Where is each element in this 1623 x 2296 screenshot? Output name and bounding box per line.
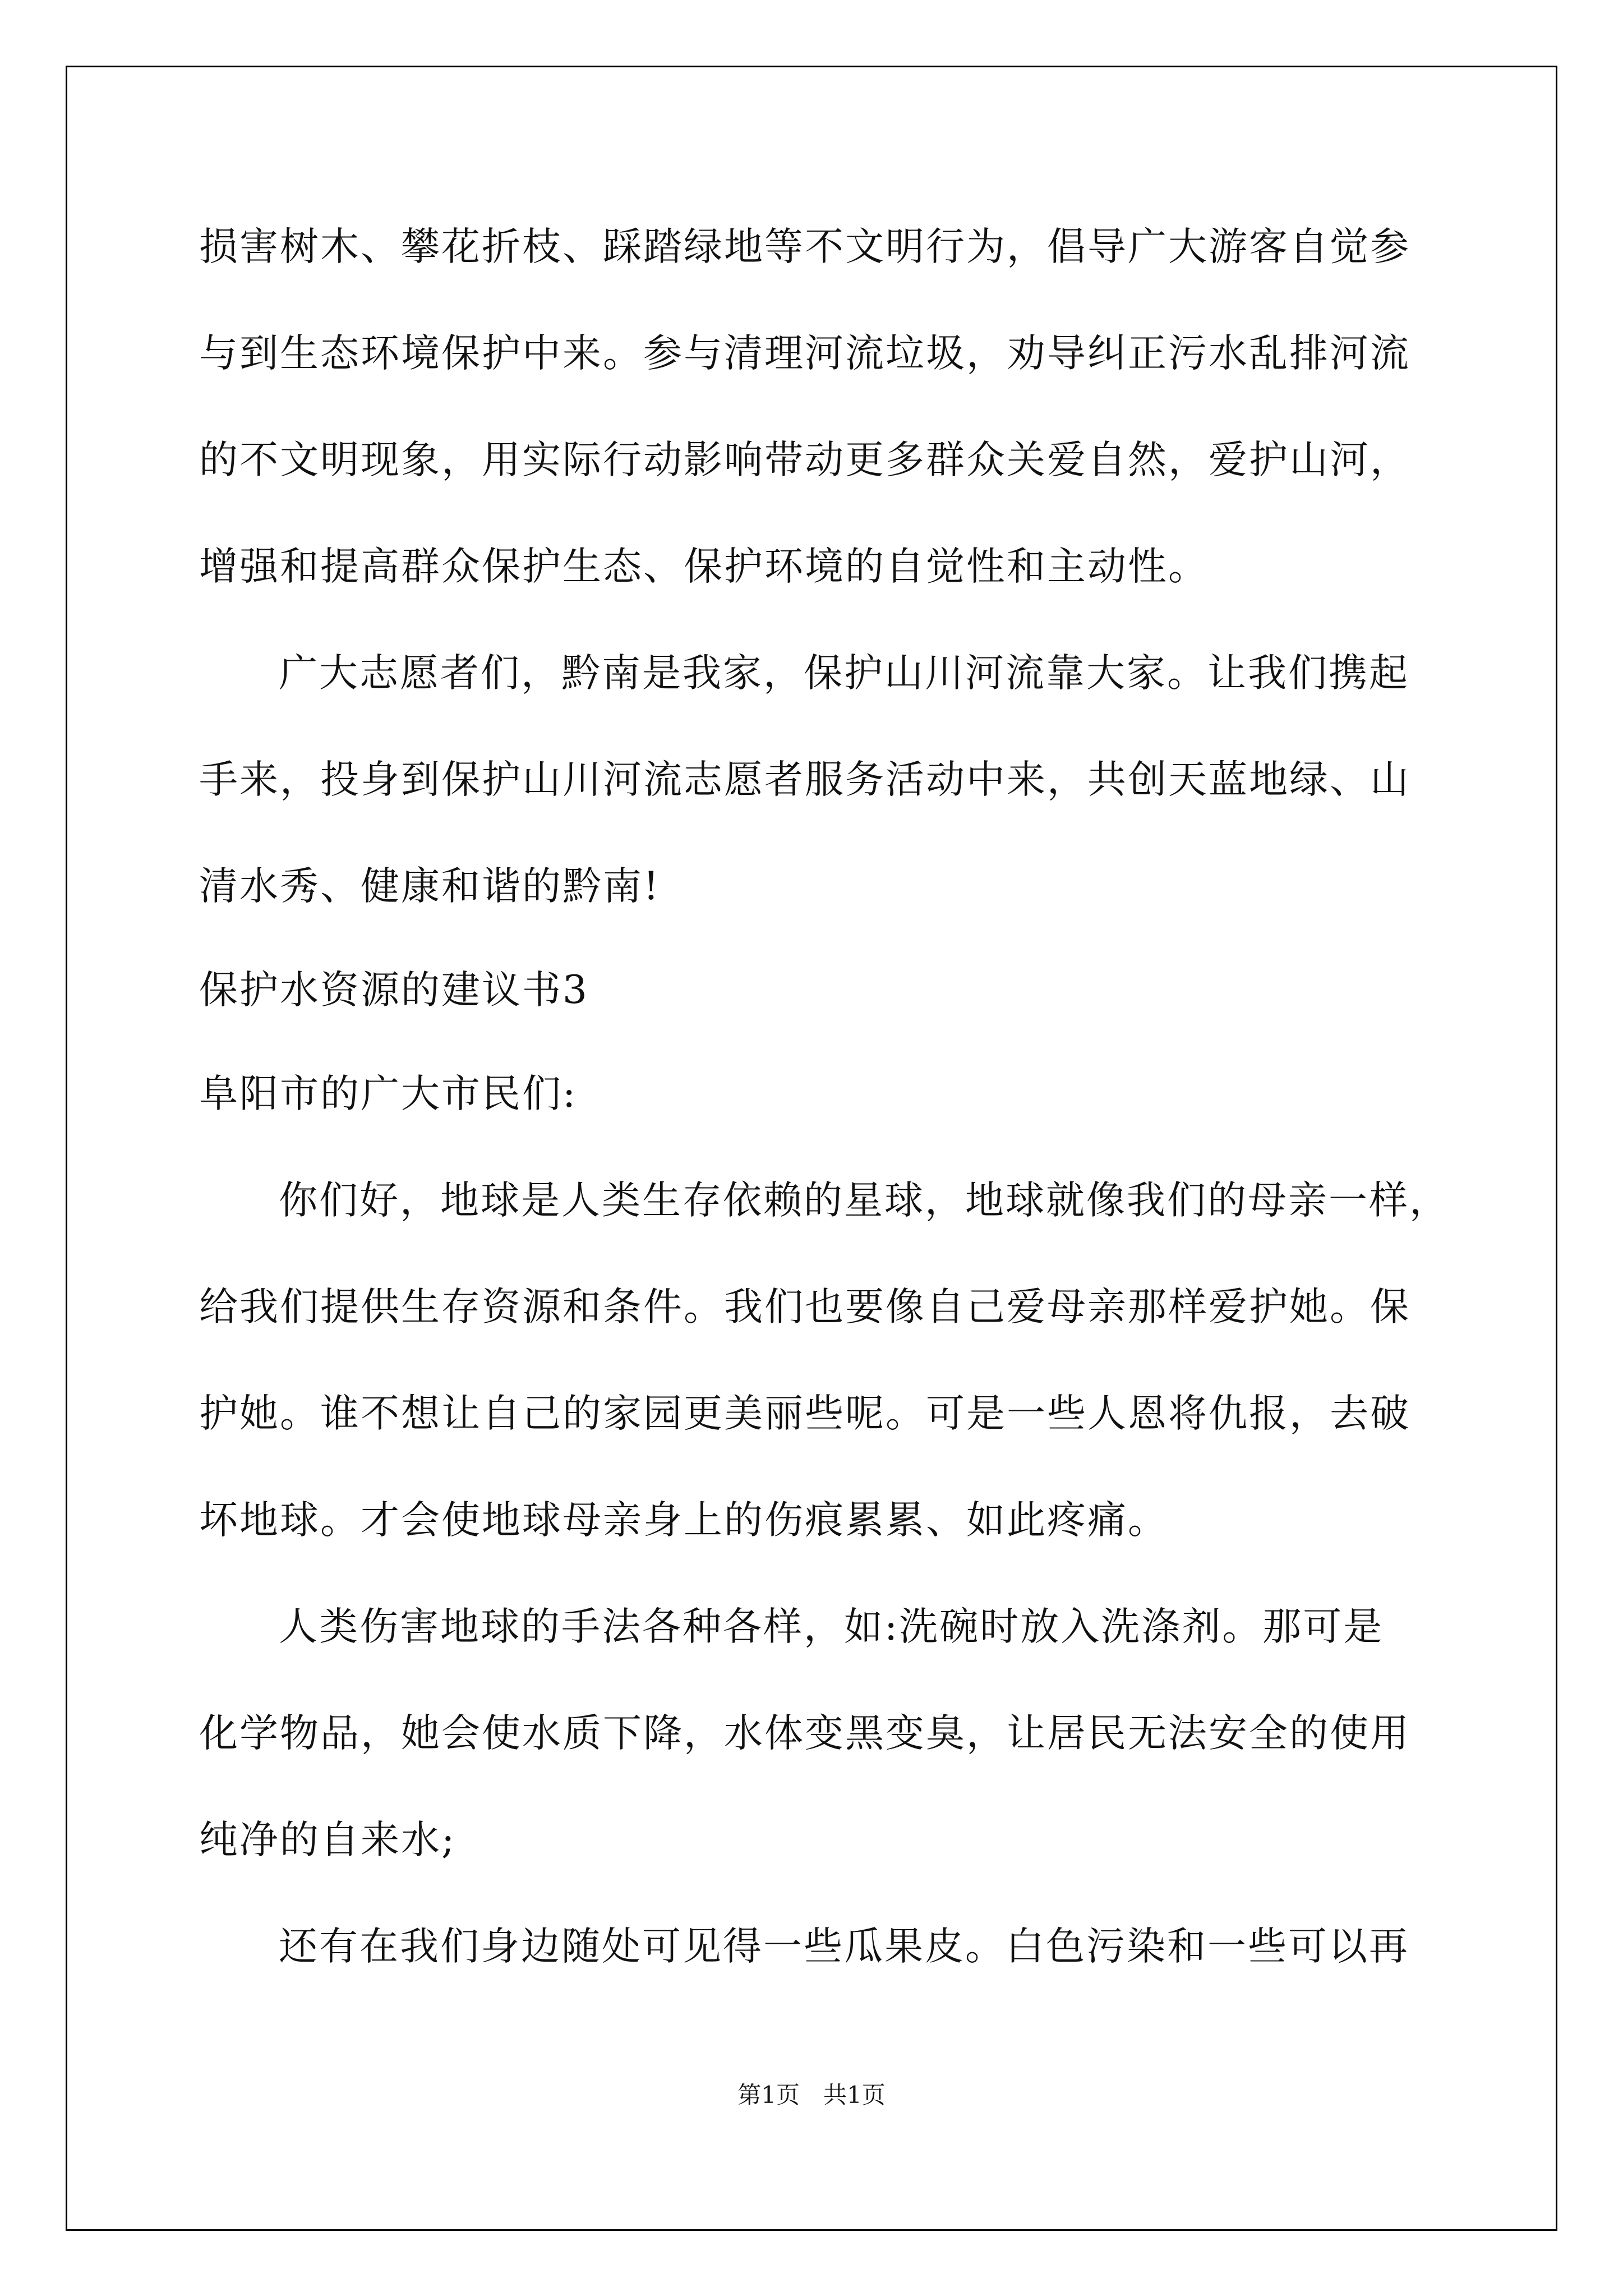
text-line: 纯净的自来水; bbox=[199, 1818, 457, 1862]
page-footer: 第1页 共1页 bbox=[737, 2081, 886, 2109]
text-line: 给我们提供生存资源和条件。我们也要像自己爱母亲那样爱护她。保 bbox=[199, 1285, 1410, 1329]
text-line: 与到生态环境保护中来。参与清理河流垃圾，劝导纠正污水乱排河流 bbox=[199, 331, 1410, 376]
text-line: 坏地球。才会使地球母亲身上的伤痕累累、如此疼痛。 bbox=[199, 1498, 1168, 1543]
text-line: 清水秀、健康和谐的黔南! bbox=[199, 864, 661, 909]
text-line: 护她。谁不想让自己的家园更美丽些呢。可是一些人恩将仇报，去破 bbox=[199, 1391, 1410, 1436]
section-title: 保护水资源的建议书3 bbox=[199, 968, 589, 1013]
paragraph-start: 你们好，地球是人类生存依赖的星球，地球就像我们的母亲一样， bbox=[279, 1178, 1450, 1223]
text-line: 手来，投身到保护山川河流志愿者服务活动中来，共创天蓝地绿、山 bbox=[199, 757, 1410, 802]
page-border bbox=[66, 66, 1557, 2231]
text-line: 损害树木、攀花折枝、踩踏绿地等不文明行为，倡导广大游客自觉参 bbox=[199, 224, 1410, 269]
paragraph-start: 还有在我们身边随处可见得一些瓜果皮。白色污染和一些可以再 bbox=[279, 1924, 1409, 1969]
text-line: 的不文明现象，用实际行动影响带动更多群众关爱自然，爱护山河， bbox=[199, 438, 1410, 482]
text-line: 化学物品，她会使水质下降，水体变黑变臭，让居民无法安全的使用 bbox=[199, 1711, 1410, 1756]
paragraph-start: 人类伤害地球的手法各种各样，如:洗碗时放入洗涤剂。那可是 bbox=[279, 1604, 1384, 1649]
text-line: 增强和提高群众保护生态、保护环境的自觉性和主动性。 bbox=[199, 544, 1209, 589]
paragraph-start: 广大志愿者们，黔南是我家，保护山川河流靠大家。让我们携起 bbox=[279, 651, 1409, 696]
salutation: 阜阳市的广大市民们: bbox=[199, 1071, 578, 1116]
